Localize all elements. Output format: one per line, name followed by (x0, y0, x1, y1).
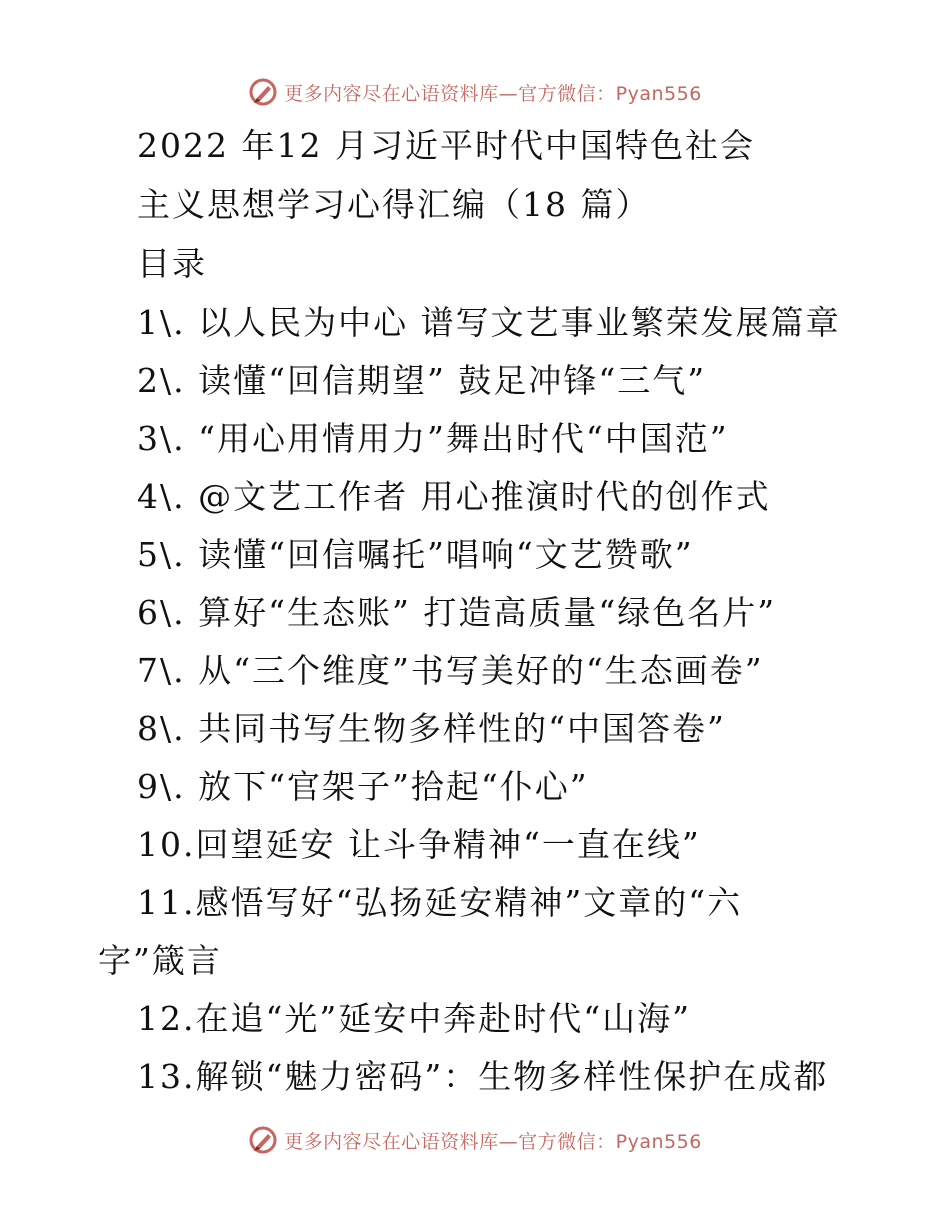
toc-item: 10.回望延安 让斗争精神“一直在线” (137, 825, 701, 864)
toc-item: 3\. “用心用情用力”舞出时代“中国范” (137, 419, 729, 458)
toc-item: 4\. @文艺工作者 用心推演时代的创作式 (137, 477, 771, 516)
document-title-line-2: 主义思想学习心得汇编（18 篇） (137, 185, 651, 224)
watermark-footer (0, 1120, 950, 1160)
watermark-text: 更多内容尽在心语资料库—官方微信：Pyan556 (284, 1130, 702, 1153)
toc-item: 7\. 从“三个维度”书写美好的“生态画卷” (137, 651, 764, 690)
toc-item: 12.在追“光”延安中奔赴时代“山海” (137, 999, 691, 1038)
toc-item: 6\. 算好“生态账” 打造高质量“绿色名片” (137, 593, 777, 632)
toc-item: 2\. 读懂“回信期望” 鼓足冲锋“三气” (137, 361, 707, 400)
toc-heading: 目录 (137, 244, 207, 283)
toc-item: 9\. 放下“官架子”拾起“仆心” (137, 767, 589, 806)
toc-item: 1\. 以人民为中心 谱写文艺事业繁荣发展篇章 (137, 303, 841, 342)
toc-item: 11.感悟写好“弘扬延安精神”文章的“六 (137, 883, 743, 922)
pen-logo-icon (248, 1125, 278, 1155)
document-title-line-1: 2022 年12 月习近平时代中国特色社会 (137, 126, 755, 165)
watermark-text: 更多内容尽在心语资料库—官方微信：Pyan556 (284, 82, 702, 105)
toc-item: 5\. 读懂“回信嘱托”唱响“文艺赞歌” (137, 535, 694, 574)
toc-item-continuation: 字”箴言 (98, 941, 222, 980)
pen-logo-icon (248, 77, 278, 107)
toc-item: 13.解锁“魅力密码”：生物多样性保护在成都 (137, 1057, 829, 1096)
watermark-header (0, 72, 950, 112)
toc-item: 8\. 共同书写生物多样性的“中国答卷” (137, 709, 726, 748)
